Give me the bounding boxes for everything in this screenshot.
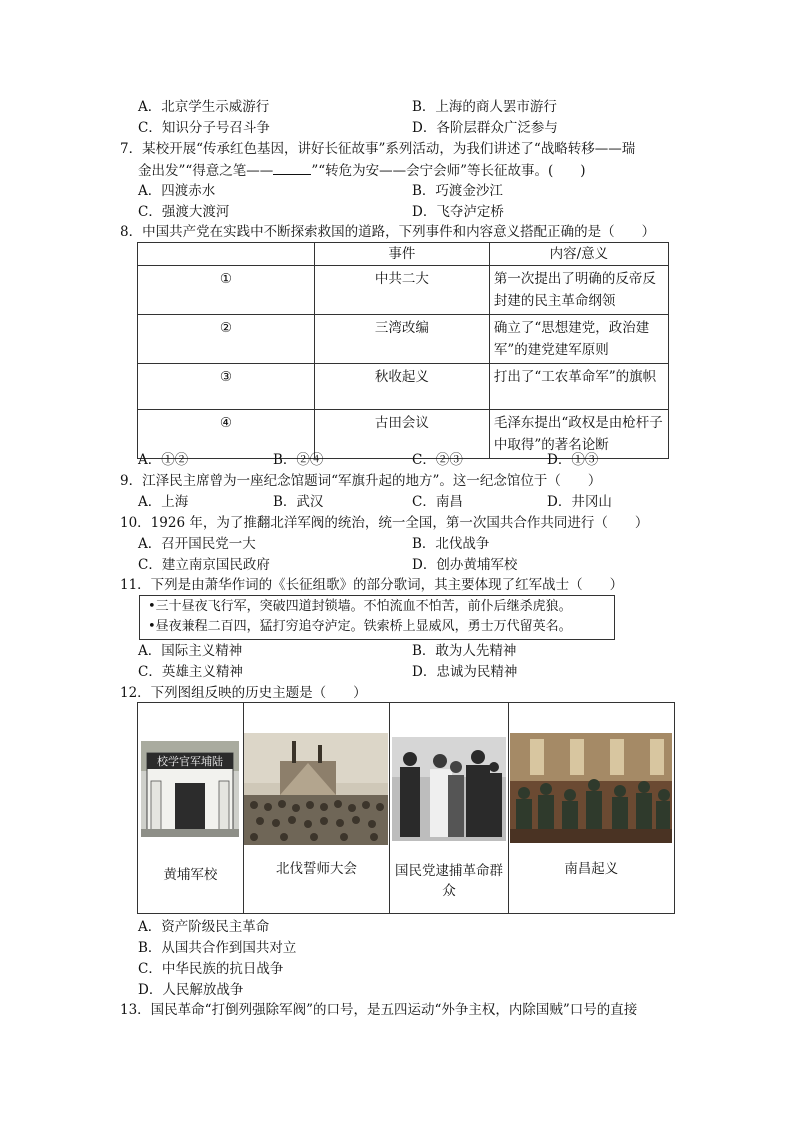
- q11-option-d: D．忠诚为民精神: [412, 664, 518, 680]
- q7-stem-part1: 金出发”“得意之笔——: [138, 163, 274, 179]
- table-row: [138, 315, 669, 364]
- q11-lyric-line1: •三十昼夜飞行军，突破四道封锁墙。不怕流血不怕苦，前仆后继杀虎狼。: [148, 599, 572, 614]
- q8-row-event: 秋收起义: [314, 364, 489, 410]
- q12-option-a: A．资产阶级民主革命: [138, 919, 270, 935]
- q12-option-d: D．人民解放战争: [138, 982, 244, 998]
- q12-option-c: C．中华民族的抗日战争: [138, 961, 284, 977]
- q12-caption: 北伐誓师大会: [275, 861, 357, 877]
- q7-stem-line2: [138, 160, 586, 181]
- q8-header-row: [138, 243, 669, 266]
- q8-option-c: C．②③: [412, 452, 463, 468]
- q8-row-meaning: 确立了“思想建党，政治建军”的建党建军原则: [489, 315, 668, 364]
- q7-blank: [273, 160, 311, 175]
- q11-option-a: A．国际主义精神: [138, 643, 243, 659]
- q9-stem: 9．江泽民主席曾为一座纪念馆题词“军旗升起的地方”。这一纪念馆位于（ ）: [120, 473, 602, 489]
- q9-option-d: D．井冈山: [547, 494, 612, 510]
- q6-option-a: A．北京学生示威游行: [138, 99, 270, 115]
- q6-option-d: D．各阶层群众广泛参与: [412, 120, 558, 136]
- table-row: [138, 364, 669, 410]
- q12-gate-sign: 校学官军埔陆: [157, 755, 224, 768]
- q7-option-a: A．四渡赤水: [138, 183, 216, 199]
- northern-expedition-rally-photo: [244, 733, 388, 845]
- q8-row-number: ④: [138, 410, 315, 459]
- arrest-of-revolutionaries-photo: [392, 737, 506, 841]
- q11-option-b: B．敢为人先精神: [412, 643, 517, 659]
- q7-option-d: D．飞夺泸定桥: [412, 204, 504, 220]
- q8-row-meaning: 第一次提出了明确的反帝反封建的民主革命纲领: [489, 266, 668, 315]
- q8-row-event: 三湾改编: [314, 315, 489, 364]
- q12-image-table: [137, 702, 675, 914]
- q11-lyrics-box: [139, 595, 615, 640]
- q8-row-event: 中共二大: [314, 266, 489, 315]
- q8-stem: 8．中国共产党在实践中不断探索救国的道路，下列事件和内容意义搭配正确的是（ ）: [120, 224, 656, 240]
- q6-option-c: C．知识分子号召斗争: [138, 120, 270, 136]
- q8-row-number: ②: [138, 315, 315, 364]
- q8-option-b: B．②④: [273, 452, 324, 468]
- q9-option-b: B．武汉: [273, 494, 324, 510]
- q8-row-meaning: 打出了“工农革命军”的旗帜: [489, 364, 668, 410]
- q11-lyric-line2: •昼夜兼程二百四，猛打穷追夺泸定。铁索桥上显威风，勇士万代留英名。: [148, 619, 572, 634]
- q10-option-a: A．召开国民党一大: [138, 536, 256, 552]
- q12-option-b: B．从国共合作到国共对立: [138, 940, 297, 956]
- q8-option-a: A．①②: [138, 452, 189, 468]
- q8-table: [137, 242, 669, 459]
- q12-cell-whampoa: [138, 703, 244, 914]
- q7-stem-line1: 7．某校开展“传承红色基因，讲好长征故事”系列活动，为我们讲述了“战略转移——瑞: [120, 141, 636, 157]
- q10-option-b: B．北伐战争: [412, 536, 490, 552]
- q7-option-b: B．巧渡金沙江: [412, 183, 503, 199]
- q11-option-c: C．英雄主义精神: [138, 664, 243, 680]
- q10-option-d: D．创办黄埔军校: [412, 557, 518, 573]
- q9-option-a: A．上海: [138, 494, 189, 510]
- q8-row-number: ③: [138, 364, 315, 410]
- q12-cell-nanchang: [508, 703, 674, 914]
- q8-header-meaning: 内容/意义: [489, 243, 668, 266]
- q12-caption: 国民党逮捕革命群众: [394, 863, 503, 899]
- table-row: [138, 266, 669, 315]
- q6-option-b: B．上海的商人罢市游行: [412, 99, 557, 115]
- q11-stem: 11．下列是由萧华作词的《长征组歌》的部分歌词，其主要体现了红军战士（ ）: [120, 577, 624, 593]
- q13-stem-line1: 13．国民革命“打倒列强除军阀”的口号，是五四运动“外争主权，内除国贼”口号的直接: [120, 1002, 638, 1018]
- q12-cell-northern-expedition: [243, 703, 390, 914]
- nanchang-uprising-painting: [510, 733, 672, 843]
- q12-stem: 12．下列图组反映的历史主题是（ ）: [120, 685, 367, 701]
- q7-stem-part2: ”“转危为安——会宁会师”等长征故事。( ): [311, 163, 586, 179]
- whampoa-academy-photo: [141, 741, 239, 837]
- q12-caption: 南昌起义: [564, 861, 619, 877]
- q8-header-event: 事件: [314, 243, 489, 266]
- q8-header-blank: [138, 243, 315, 266]
- q10-stem: 10．1926 年，为了推翻北洋军阀的统治，统一全国，第一次国共合作共同进行（ ）: [120, 515, 649, 531]
- q8-row-meaning: 毛泽东提出“政权是由枪杆子中取得”的著名论断: [489, 410, 668, 459]
- q12-caption: 黄埔军校: [163, 867, 218, 883]
- q8-option-d: D．①③: [547, 452, 599, 468]
- q10-option-c: C．建立南京国民政府: [138, 557, 270, 573]
- q12-cell-arrest: [390, 703, 508, 914]
- q7-option-c: C．强渡大渡河: [138, 204, 230, 220]
- q8-row-number: ①: [138, 266, 315, 315]
- q8-row-event: 古田会议: [314, 410, 489, 459]
- q9-option-c: C．南昌: [412, 494, 463, 510]
